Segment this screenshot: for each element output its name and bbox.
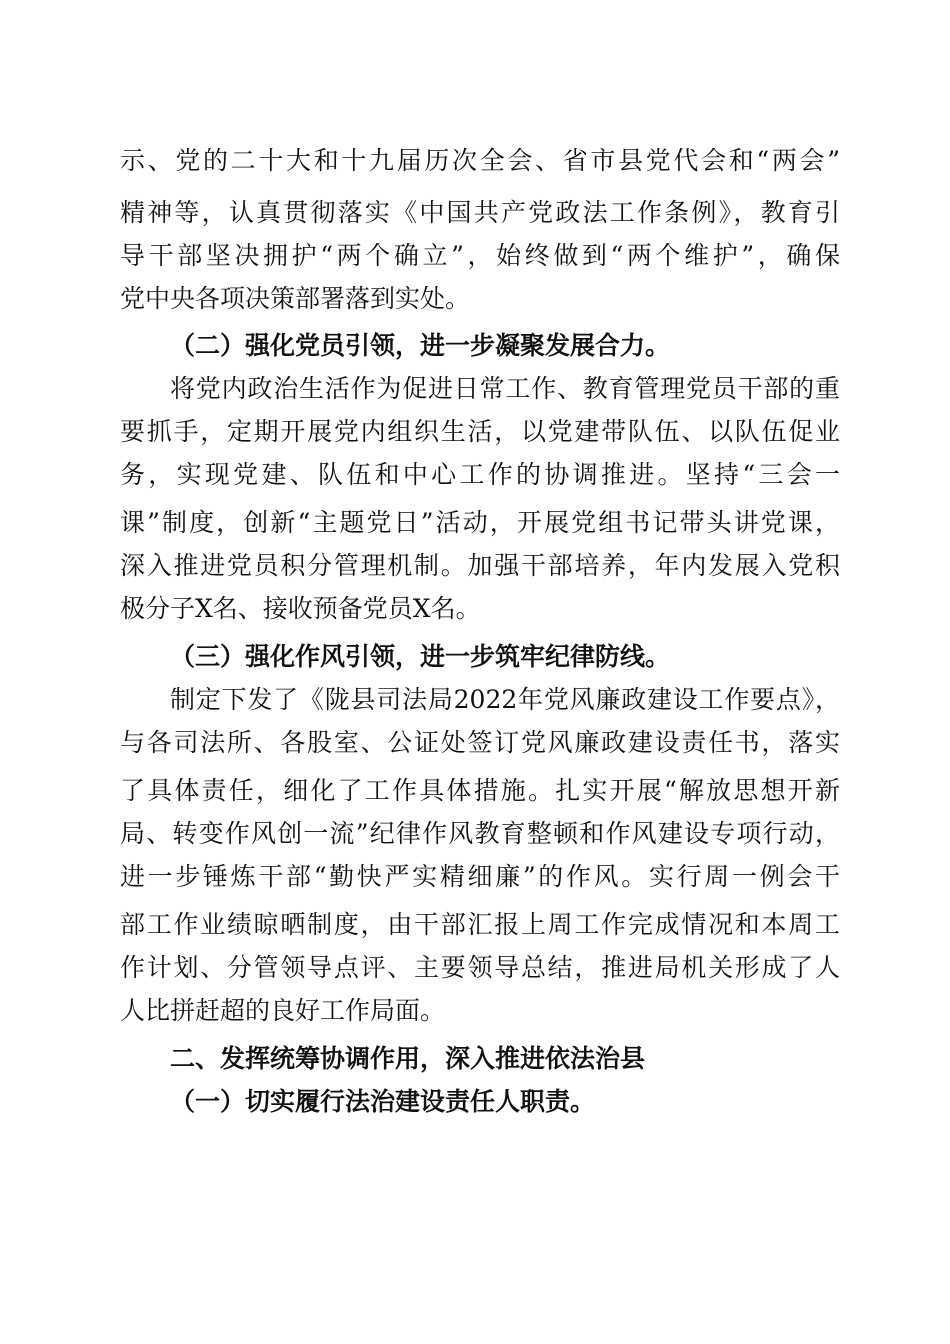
paragraph-line: 与各司法所、各股室、公证处签订党风廉政建设责任书，落实	[120, 728, 840, 757]
section-heading: 二、发挥统筹协调作用，深入推进依法治县	[170, 1044, 646, 1073]
subsection-heading: （二）强化党员引领，进一步凝聚发展合力。	[170, 331, 671, 360]
paragraph-line: 党中央各项决策部署落到实处。	[120, 284, 471, 313]
paragraph-line: 部工作业绩晾晒制度，由干部汇报上周工作完成情况和本周工	[120, 910, 840, 939]
paragraph-line: 了具体责任，细化了工作具体措施。扎实开展“解放思想开新	[120, 776, 840, 805]
paragraph-line: 示、党的二十大和十九届历次全会、省市县党代会和“两会”	[120, 146, 840, 175]
paragraph-line: 要抓手，定期开展党内组织生活，以党建带队伍、以队伍促业	[120, 417, 840, 446]
paragraph-line: 局、转变作风创一流”纪律作风教育整顿和作风建设专项行动，	[120, 819, 840, 848]
paragraph-line: 务，实现党建、队伍和中心工作的协调推进。坚持“三会一	[120, 460, 840, 489]
paragraph-line: 深入推进党员积分管理机制。加强干部培养，年内发展入党积	[120, 551, 840, 580]
paragraph-line: 导干部坚决拥护“两个确立”，始终做到“两个维护”，确保	[120, 241, 840, 270]
paragraph-line: 课”制度，创新“主题党日”活动，开展党组书记带头讲党课，	[120, 508, 840, 537]
paragraph-line: 作计划、分管领导点评、主要领导总结，推进局机关形成了人	[120, 953, 840, 982]
subsection-heading: （三）强化作风引领，进一步筑牢纪律防线。	[170, 642, 671, 671]
paragraph-line: 进一步锤炼干部“勤快严实精细廉”的作风。实行周一例会干	[120, 862, 840, 891]
paragraph-line: 极分子X名、接收预备党员X名。	[120, 594, 481, 623]
paragraph-line: 将党内政治生活作为促进日常工作、教育管理党员干部的重	[170, 374, 840, 403]
paragraph-line: 人比拼赶超的良好工作局面。	[120, 996, 446, 1025]
paragraph-line: 精神等，认真贯彻落实《中国共产党政法工作条例》，教育引	[120, 198, 840, 227]
subsection-heading: （一）切实履行法治建设责任人职责。	[170, 1087, 596, 1116]
paragraph-line: 制定下发了《陇县司法局2022年党风廉政建设工作要点》，	[170, 685, 840, 714]
